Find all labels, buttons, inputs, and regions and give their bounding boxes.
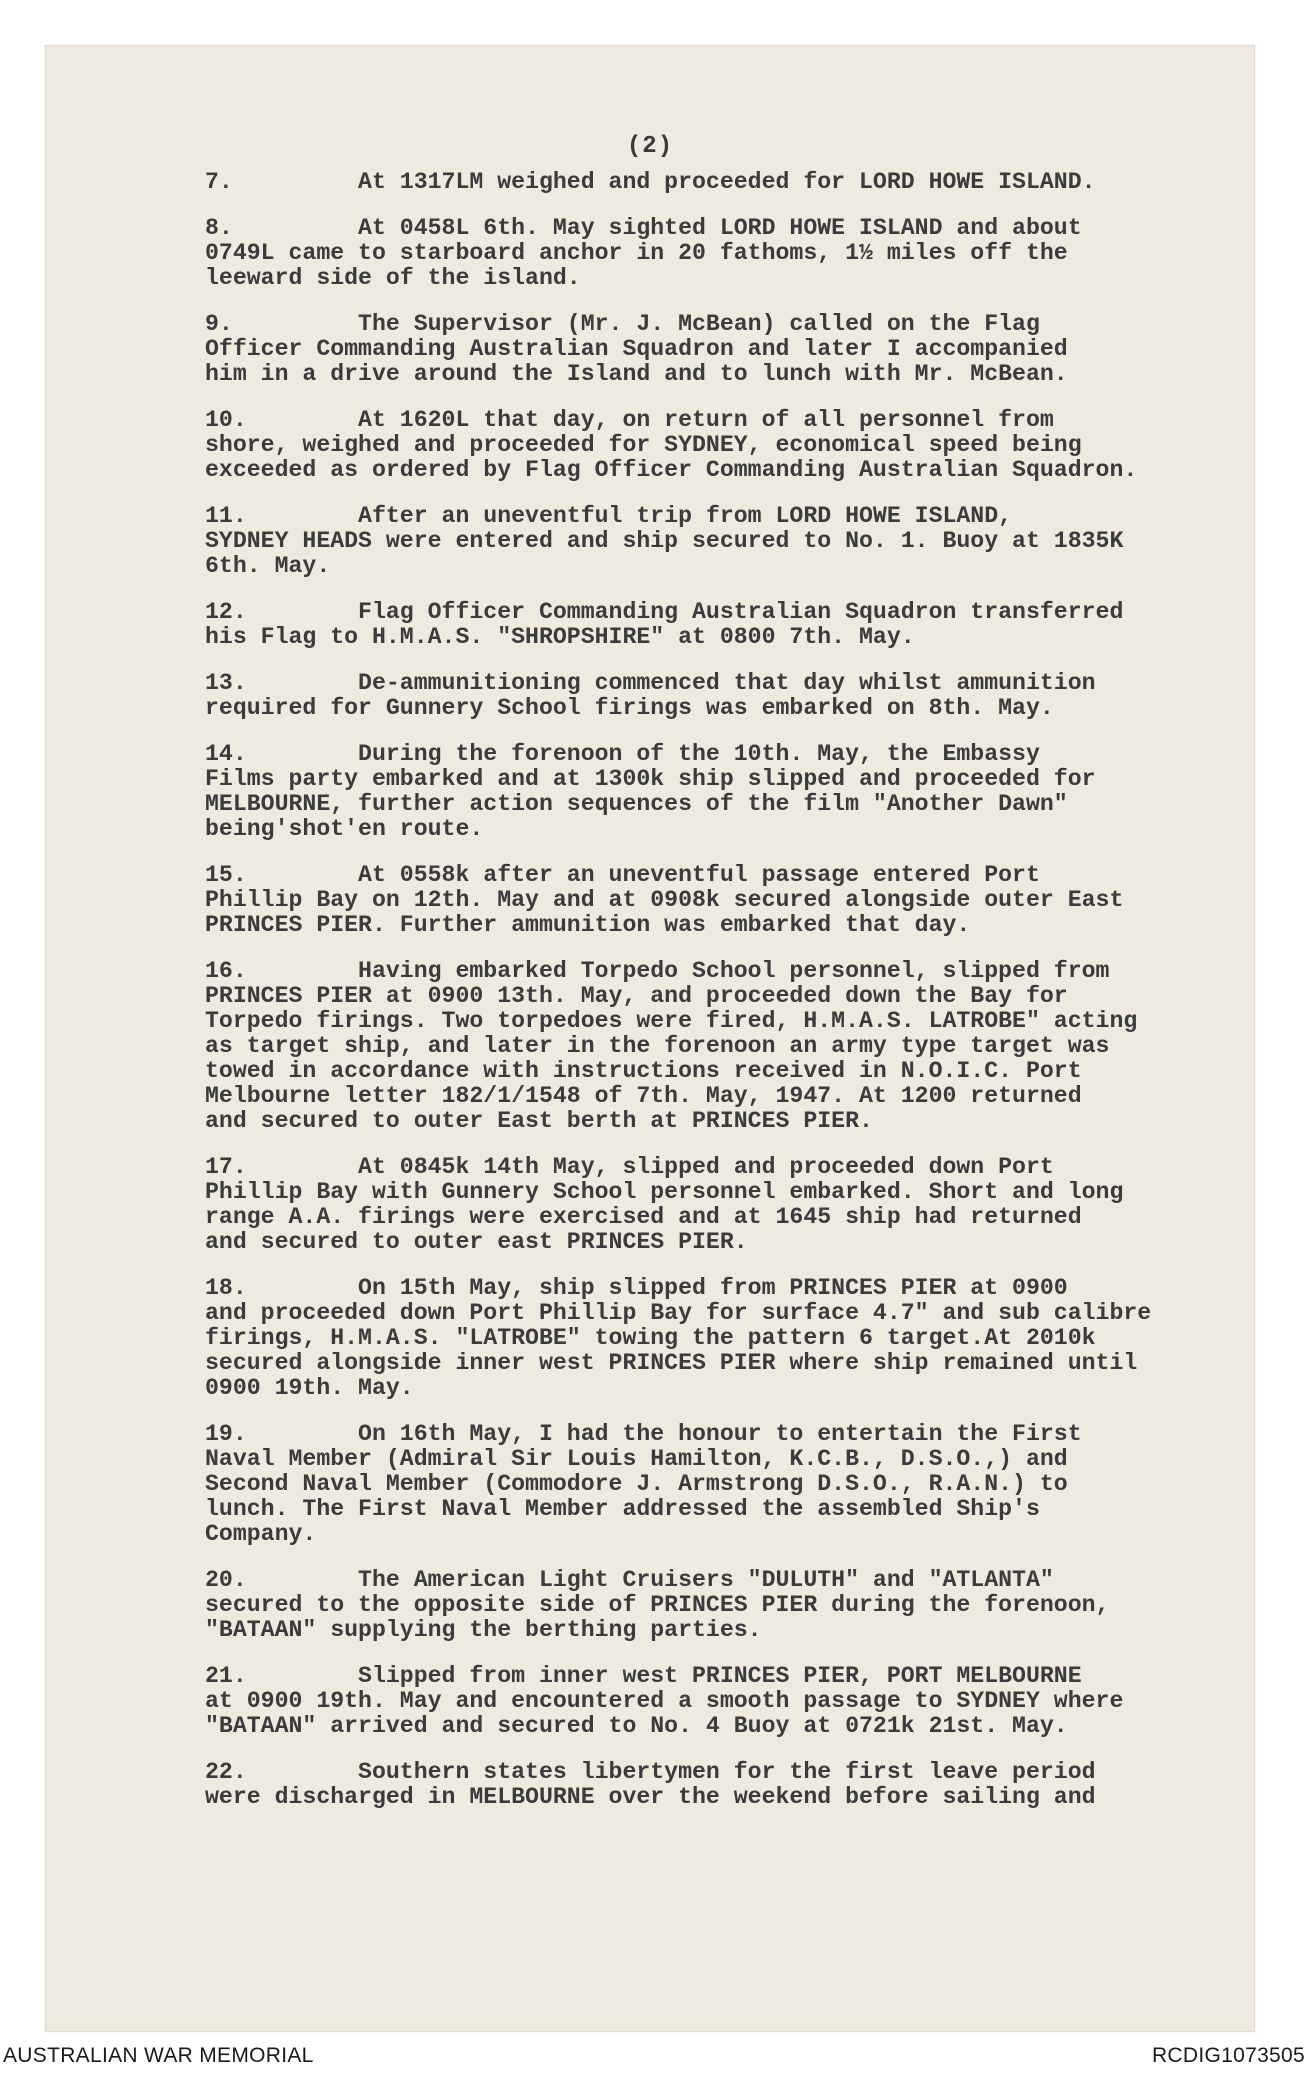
paragraph-line: required for Gunnery School firings was embarked on 8th. May. bbox=[205, 696, 1054, 721]
paragraph-line: secured to the opposite side of PRINCES PIER during the forenoon, bbox=[205, 1593, 1110, 1618]
paragraph-line: SYDNEY HEADS were entered and ship secured to No. 1. Buoy at 1835K bbox=[205, 529, 1124, 554]
paragraph-line: 12. Flag Officer Commanding Australian Squadron transferred bbox=[205, 600, 1124, 625]
paragraph-line: 0900 19th. May. bbox=[205, 1376, 414, 1401]
paragraph-line: 7. At 1317LM weighed and proceeded for LORD HOWE ISLAND. bbox=[205, 170, 1096, 195]
paragraph-line: his Flag to H.M.A.S. "SHROPSHIRE" at 0800 7th. May. bbox=[205, 625, 915, 650]
numbered-paragraph bbox=[205, 742, 1210, 842]
numbered-paragraph bbox=[205, 1155, 1210, 1255]
paragraph-line: 15. At 0558k after an uneventful passage entered Port bbox=[205, 863, 1040, 888]
paragraph-line: were discharged in MELBOURNE over the weekend before sailing and bbox=[205, 1785, 1096, 1810]
numbered-paragraph bbox=[205, 1760, 1210, 1810]
paragraph-line: 14. During the forenoon of the 10th. May, the Embassy bbox=[205, 742, 1040, 767]
paragraph-line: Phillip Bay with Gunnery School personnel embarked. Short and long bbox=[205, 1180, 1124, 1205]
archive-footer-left: AUSTRALIAN WAR MEMORIAL bbox=[3, 2044, 314, 2067]
paragraph-line: Torpedo firings. Two torpedoes were fired, H.M.A.S. LATROBE" acting bbox=[205, 1009, 1138, 1034]
paragraph-line: shore, weighed and proceeded for SYDNEY, economical speed being bbox=[205, 433, 1082, 458]
paragraph-line: as target ship, and later in the forenoon an army type target was bbox=[205, 1034, 1110, 1059]
paragraph-line: secured alongside inner west PRINCES PIER where ship remained until bbox=[205, 1351, 1138, 1376]
paragraph-line: Melbourne letter 182/1/1548 of 7th. May, 1947. At 1200 returned bbox=[205, 1084, 1082, 1109]
paragraph-line: 11. After an uneventful trip from LORD HOWE ISLAND, bbox=[205, 504, 1013, 529]
archive-footer-right: RCDIG1073505 bbox=[1151, 2044, 1305, 2067]
paragraph-line: 21. Slipped from inner west PRINCES PIER, PORT MELBOURNE bbox=[205, 1664, 1082, 1689]
paragraph-line: 10. At 1620L that day, on return of all personnel from bbox=[205, 408, 1054, 433]
paragraph-line: being'shot'en route. bbox=[205, 817, 484, 842]
numbered-paragraph bbox=[205, 504, 1210, 579]
numbered-paragraph bbox=[205, 959, 1210, 1134]
typed-text-body bbox=[205, 170, 1210, 1831]
paragraph-line: Naval Member (Admiral Sir Louis Hamilton, K.C.B., D.S.O.,) and bbox=[205, 1447, 1068, 1472]
numbered-paragraph bbox=[205, 170, 1210, 195]
page-number: (2) bbox=[626, 133, 674, 160]
paragraph-line: 16. Having embarked Torpedo School personnel, slipped from bbox=[205, 959, 1110, 984]
paragraph-line: MELBOURNE, further action sequences of the film "Another Dawn" bbox=[205, 792, 1068, 817]
numbered-paragraph bbox=[205, 408, 1210, 483]
paragraph-line: firings, H.M.A.S. "LATROBE" towing the pattern 6 target.At 2010k bbox=[205, 1326, 1096, 1351]
paragraph-line: 19. On 16th May, I had the honour to entertain the First bbox=[205, 1422, 1082, 1447]
paragraph-line: 18. On 15th May, ship slipped from PRINCES PIER at 0900 bbox=[205, 1276, 1068, 1301]
paragraph-line: 6th. May. bbox=[205, 554, 331, 579]
paragraph-line: Phillip Bay on 12th. May and at 0908k secured alongside outer East bbox=[205, 888, 1124, 913]
paragraph-line: lunch. The First Naval Member addressed the assembled Ship's bbox=[205, 1497, 1040, 1522]
paragraph-line: range A.A. firings were exercised and at 1645 ship had returned bbox=[205, 1205, 1082, 1230]
paragraph-line: 20. The American Light Cruisers "DULUTH" and "ATLANTA" bbox=[205, 1568, 1054, 1593]
paragraph-line: Officer Commanding Australian Squadron and later I accompanied bbox=[205, 337, 1068, 362]
numbered-paragraph bbox=[205, 671, 1210, 721]
paragraph-line: Company. bbox=[205, 1522, 317, 1547]
paragraph-line: "BATAAN" supplying the berthing parties. bbox=[205, 1618, 762, 1643]
paragraph-line: leeward side of the island. bbox=[205, 266, 581, 291]
paragraph-line: "BATAAN" arrived and secured to No. 4 Buoy at 0721k 21st. May. bbox=[205, 1714, 1068, 1739]
paragraph-line: PRINCES PIER. Further ammunition was embarked that day. bbox=[205, 913, 971, 938]
paragraph-line: PRINCES PIER at 0900 13th. May, and proceeded down the Bay for bbox=[205, 984, 1068, 1009]
numbered-paragraph bbox=[205, 863, 1210, 938]
paragraph-line: and proceeded down Port Phillip Bay for surface 4.7" and sub calibre bbox=[205, 1301, 1152, 1326]
paragraph-line: at 0900 19th. May and encountered a smooth passage to SYDNEY where bbox=[205, 1689, 1124, 1714]
numbered-paragraph bbox=[205, 312, 1210, 387]
paragraph-line: and secured to outer East berth at PRINCES PIER. bbox=[205, 1109, 873, 1134]
numbered-paragraph bbox=[205, 1422, 1210, 1547]
paragraph-line: exceeded as ordered by Flag Officer Commanding Australian Squadron. bbox=[205, 458, 1138, 483]
paragraph-line: 9. The Supervisor (Mr. J. McBean) called on the Flag bbox=[205, 312, 1040, 337]
paragraph-line: towed in accordance with instructions received in N.O.I.C. Port bbox=[205, 1059, 1082, 1084]
paragraph-line: him in a drive around the Island and to lunch with Mr. McBean. bbox=[205, 362, 1068, 387]
paragraph-line: 0749L came to starboard anchor in 20 fathoms, 1½ miles off the bbox=[205, 241, 1068, 266]
paragraph-line: 22. Southern states libertymen for the first leave period bbox=[205, 1760, 1096, 1785]
numbered-paragraph bbox=[205, 1664, 1210, 1739]
paragraph-line: and secured to outer east PRINCES PIER. bbox=[205, 1230, 748, 1255]
paragraph-line: Second Naval Member (Commodore J. Armstrong D.S.O., R.A.N.) to bbox=[205, 1472, 1068, 1497]
paragraph-line: 8. At 0458L 6th. May sighted LORD HOWE ISLAND and about bbox=[205, 216, 1082, 241]
paragraph-line: 17. At 0845k 14th May, slipped and proceeded down Port bbox=[205, 1155, 1054, 1180]
numbered-paragraph bbox=[205, 600, 1210, 650]
numbered-paragraph bbox=[205, 1276, 1210, 1401]
paragraph-line: 13. De-ammunitioning commenced that day whilst ammunition bbox=[205, 671, 1096, 696]
numbered-paragraph bbox=[205, 1568, 1210, 1643]
numbered-paragraph bbox=[205, 216, 1210, 291]
paragraph-line: Films party embarked and at 1300k ship slipped and proceeded for bbox=[205, 767, 1096, 792]
